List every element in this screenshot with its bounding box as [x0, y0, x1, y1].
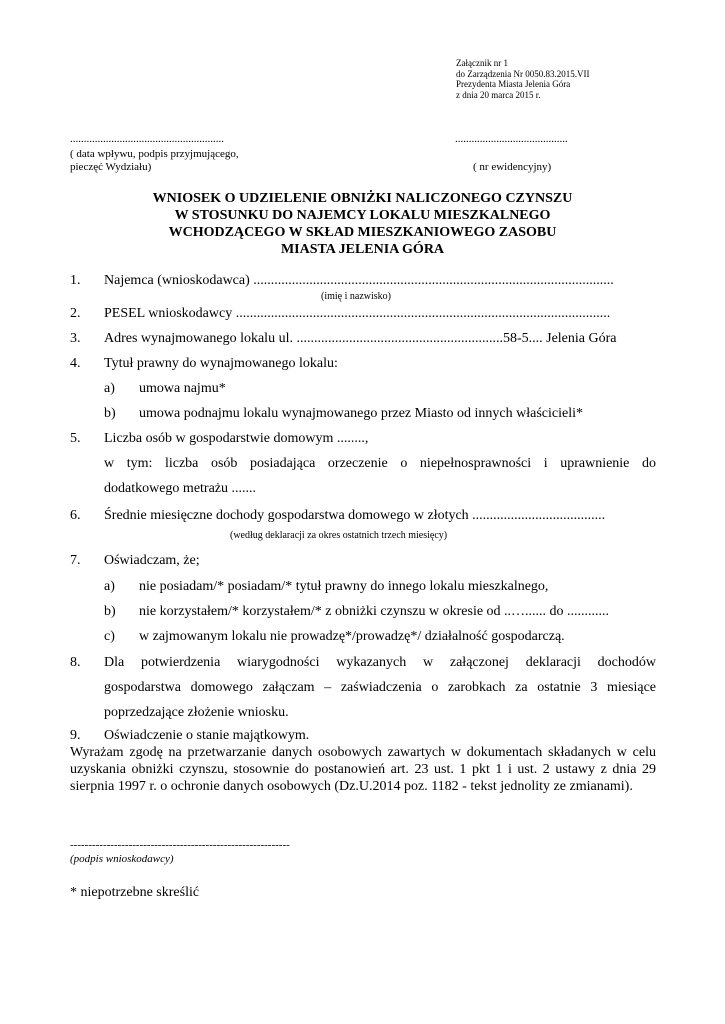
item-7-text: Oświadczam, że; [104, 553, 200, 568]
item-4-number: 4. [70, 356, 81, 371]
item-8-line-3: poprzedzające złożenie wniosku. [104, 705, 289, 720]
signature-label: (podpis wnioskodawcy) [70, 853, 174, 865]
item-9-text: Oświadczenie o stanie majątkowym. [104, 728, 310, 743]
item-5-line-3[interactable]: dodatkowego metrażu ....... [104, 481, 257, 496]
item-4a-option[interactable]: umowa najmu* [139, 381, 226, 396]
registry-dots[interactable]: ......................................... [455, 133, 568, 145]
annex-line-4: z dnia 20 marca 2015 r. [456, 89, 541, 100]
item-5-field[interactable]: Liczba osób w gospodarstwie domowym ........, [104, 431, 369, 446]
item-3-number: 3. [70, 331, 81, 346]
annex-header [456, 58, 589, 100]
item-8-number: 8. [70, 655, 81, 670]
item-1-field[interactable]: Najemca (wnioskodawca) ....................................................................................................... [104, 273, 614, 288]
signature-line[interactable]: ------------------------------------------------------------ [70, 839, 290, 851]
item-7c-label: c) [104, 629, 115, 644]
item-7-number: 7. [70, 553, 81, 568]
title-line-3: WCHODZĄCEGO W SKŁAD MIESZKANIOWEGO ZASOBU [168, 225, 557, 240]
item-6-field[interactable]: Średnie miesięczne dochody gospodarstwa domowego w złotych ...................................... [104, 508, 606, 523]
item-5-line-2: w tym: liczba osób posiadająca orzeczenie o niepełnosprawności i uprawnienie do [104, 456, 656, 471]
annex-line-1: Załącznik nr 1 [456, 58, 508, 68]
annex-line-2: do Zarządzenia Nr 0050.83.2015.VII [456, 68, 590, 79]
receipt-dots[interactable]: ........................................................ [70, 133, 224, 145]
item-5-number: 5. [70, 431, 81, 446]
item-8-line-1: Dla potwierdzenia wiarygodności wykazanych w załączonej deklaracji dochodów [104, 655, 656, 670]
consent-paragraph: Wyrażam zgodę na przetwarzanie danych osobowych zawartych w dokumentach składanych w celu uzyskania obniżki czynszu, stosownie do postanowień art. 23 ust. 1 pkt 1 i ust. 2 ustawy z dnia 29 sierpnia 1997 r. o ochronie danych osobowych (Dz.U.2014 poz. 1182 - tekst jednolity ze zmianami). [70, 745, 656, 794]
item-4-text: Tytuł prawny do wynajmowanego lokalu: [104, 356, 338, 371]
document-title [0, 190, 725, 258]
item-7a-label: a) [104, 579, 115, 594]
item-4b-label: b) [104, 406, 116, 421]
item-9-number: 9. [70, 728, 81, 743]
title-line-2: W STOSUNKU DO NAJEMCY LOKALU MIESZKALNEGO [174, 208, 551, 223]
item-7c-option[interactable]: w zajmowanym lokalu nie prowadzę*/prowadzę*/ działalność gospodarczą. [139, 629, 565, 644]
receipt-label-2: pieczęć Wydziału) [70, 161, 152, 173]
item-8-line-2: gospodarstwa domowego załączam – zaświadczenia o zarobkach za ostatnie 3 miesiące [104, 680, 656, 695]
item-2-field[interactable]: PESEL wnioskodawcy ........................................................................................................... [104, 306, 611, 321]
item-6-number: 6. [70, 508, 81, 523]
title-line-1: WNIOSEK O UDZIELENIE OBNIŻKI NALICZONEGO CZYNSZU [152, 191, 573, 206]
item-7a-option[interactable]: nie posiadam/* posiadam/* tytuł prawny do innego lokalu mieszkalnego, [139, 579, 549, 594]
footnote: * niepotrzebne skreślić [70, 885, 200, 900]
item-7b-label: b) [104, 604, 116, 619]
item-4b-option[interactable]: umowa podnajmu lokalu wynajmowanego przez Miasto od innych właścicieli* [139, 406, 584, 421]
item-7b-option[interactable]: nie korzystałem/* korzystałem/* z obniżki czynszu w okresie od ..…...... do ............ [139, 604, 610, 619]
item-6-hint: (według deklaracji za okres ostatnich trzech miesięcy) [230, 530, 448, 541]
annex-line-3: Prezydenta Miasta Jelenia Góra [456, 79, 571, 89]
item-2-number: 2. [70, 306, 81, 321]
item-1-number: 1. [70, 273, 81, 288]
item-4a-label: a) [104, 381, 115, 396]
title-line-4: MIASTA JELENIA GÓRA [280, 242, 445, 257]
registry-label: ( nr ewidencyjny) [473, 161, 552, 173]
receipt-label-1: ( data wpływu, podpis przyjmującego, [70, 148, 239, 160]
item-3-field[interactable]: Adres wynajmowanego lokalu ul. ...........................................................58-5.... Jelenia Góra [104, 331, 617, 346]
item-1-hint: (imię i nazwisko) [321, 291, 391, 302]
